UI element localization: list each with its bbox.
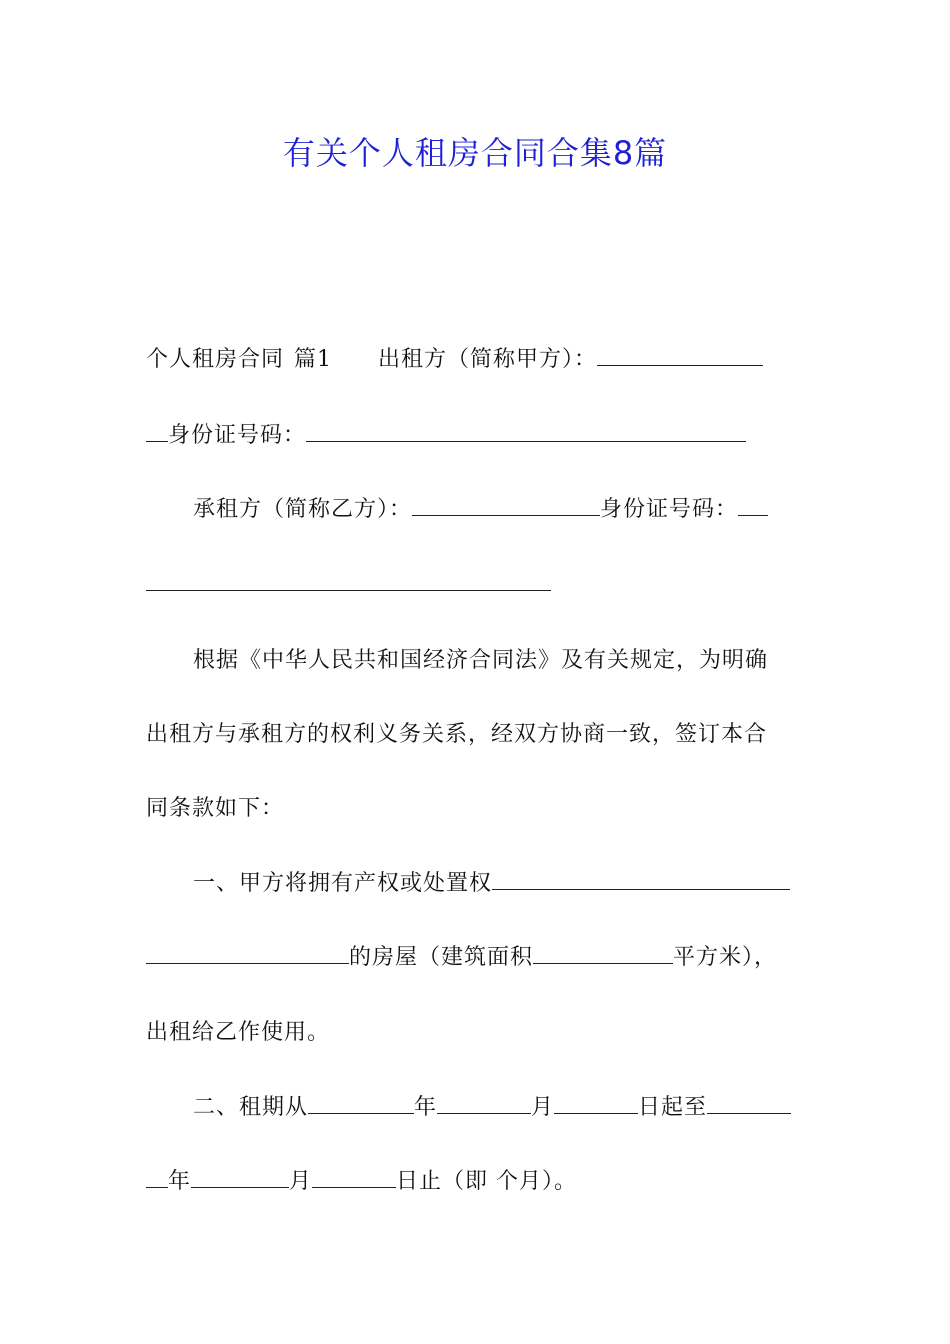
end-month-blank[interactable] xyxy=(191,1167,289,1188)
lessee-line xyxy=(193,495,806,525)
lessee-id-blank-continued[interactable] xyxy=(146,570,551,591)
id-label-2: 身份证号码： xyxy=(600,497,739,522)
lessor-label: 出租方（简称甲方）： xyxy=(378,347,598,372)
lessor-id-line xyxy=(146,421,806,451)
month-label: 月 xyxy=(289,1169,313,1194)
id-label-1: 身份证号码： xyxy=(168,423,307,448)
clause-2-line-2 xyxy=(146,1167,806,1197)
year-label: 年 xyxy=(414,1095,438,1120)
clause-1-line-3: 出租给乙作使用。 xyxy=(146,1020,331,1045)
clause-1-unit: 平方米）， xyxy=(673,945,778,970)
paragraph-line: 同条款如下： xyxy=(146,796,285,821)
lessee-label: 承租方（简称乙方）： xyxy=(193,497,413,522)
clause-1-line-2 xyxy=(146,943,806,973)
clause-2-lead: 二、租期从 xyxy=(193,1095,309,1120)
end-year-blank-continued[interactable] xyxy=(146,1167,168,1188)
paragraph-line: 根据《中华人民共和国经济合同法》及有关规定，为明确 xyxy=(193,648,769,673)
day-start-label: 日起至 xyxy=(638,1095,708,1120)
paragraph-line: 出租方与承租方的权利义务关系，经双方协商一致，签订本合 xyxy=(146,722,768,747)
lessor-name-blank-continued[interactable] xyxy=(146,421,168,442)
property-blank-continued[interactable] xyxy=(146,943,349,964)
lessor-id-blank[interactable] xyxy=(306,421,746,442)
end-day-blank[interactable] xyxy=(312,1167,396,1188)
start-month-blank[interactable] xyxy=(437,1093,531,1114)
end-year-blank[interactable] xyxy=(707,1093,791,1114)
section-label: 个人租房合同 xyxy=(146,347,285,372)
property-blank[interactable] xyxy=(492,869,790,890)
lessee-name-blank[interactable] xyxy=(412,495,600,516)
lessee-id-line xyxy=(146,570,806,600)
start-day-blank[interactable] xyxy=(554,1093,638,1114)
day-end-label: 日止（即 个月）。 xyxy=(396,1169,578,1194)
lessor-line xyxy=(146,345,806,375)
lessor-name-blank[interactable] xyxy=(597,345,763,366)
clause-1-mid: 的房屋（建筑面积 xyxy=(349,945,534,970)
month-label: 月 xyxy=(531,1095,555,1120)
lessee-id-blank[interactable] xyxy=(738,495,768,516)
start-year-blank[interactable] xyxy=(308,1093,414,1114)
document-title: 有关个人租房合同合集8篇 xyxy=(282,134,668,172)
section-number: 篇1 xyxy=(294,347,333,372)
area-blank[interactable] xyxy=(533,943,673,964)
clause-2-line-1 xyxy=(193,1093,806,1123)
year-label: 年 xyxy=(168,1169,192,1194)
clause-1-lead: 一、甲方将拥有产权或处置权 xyxy=(193,871,493,896)
clause-1-line-1 xyxy=(193,869,806,899)
